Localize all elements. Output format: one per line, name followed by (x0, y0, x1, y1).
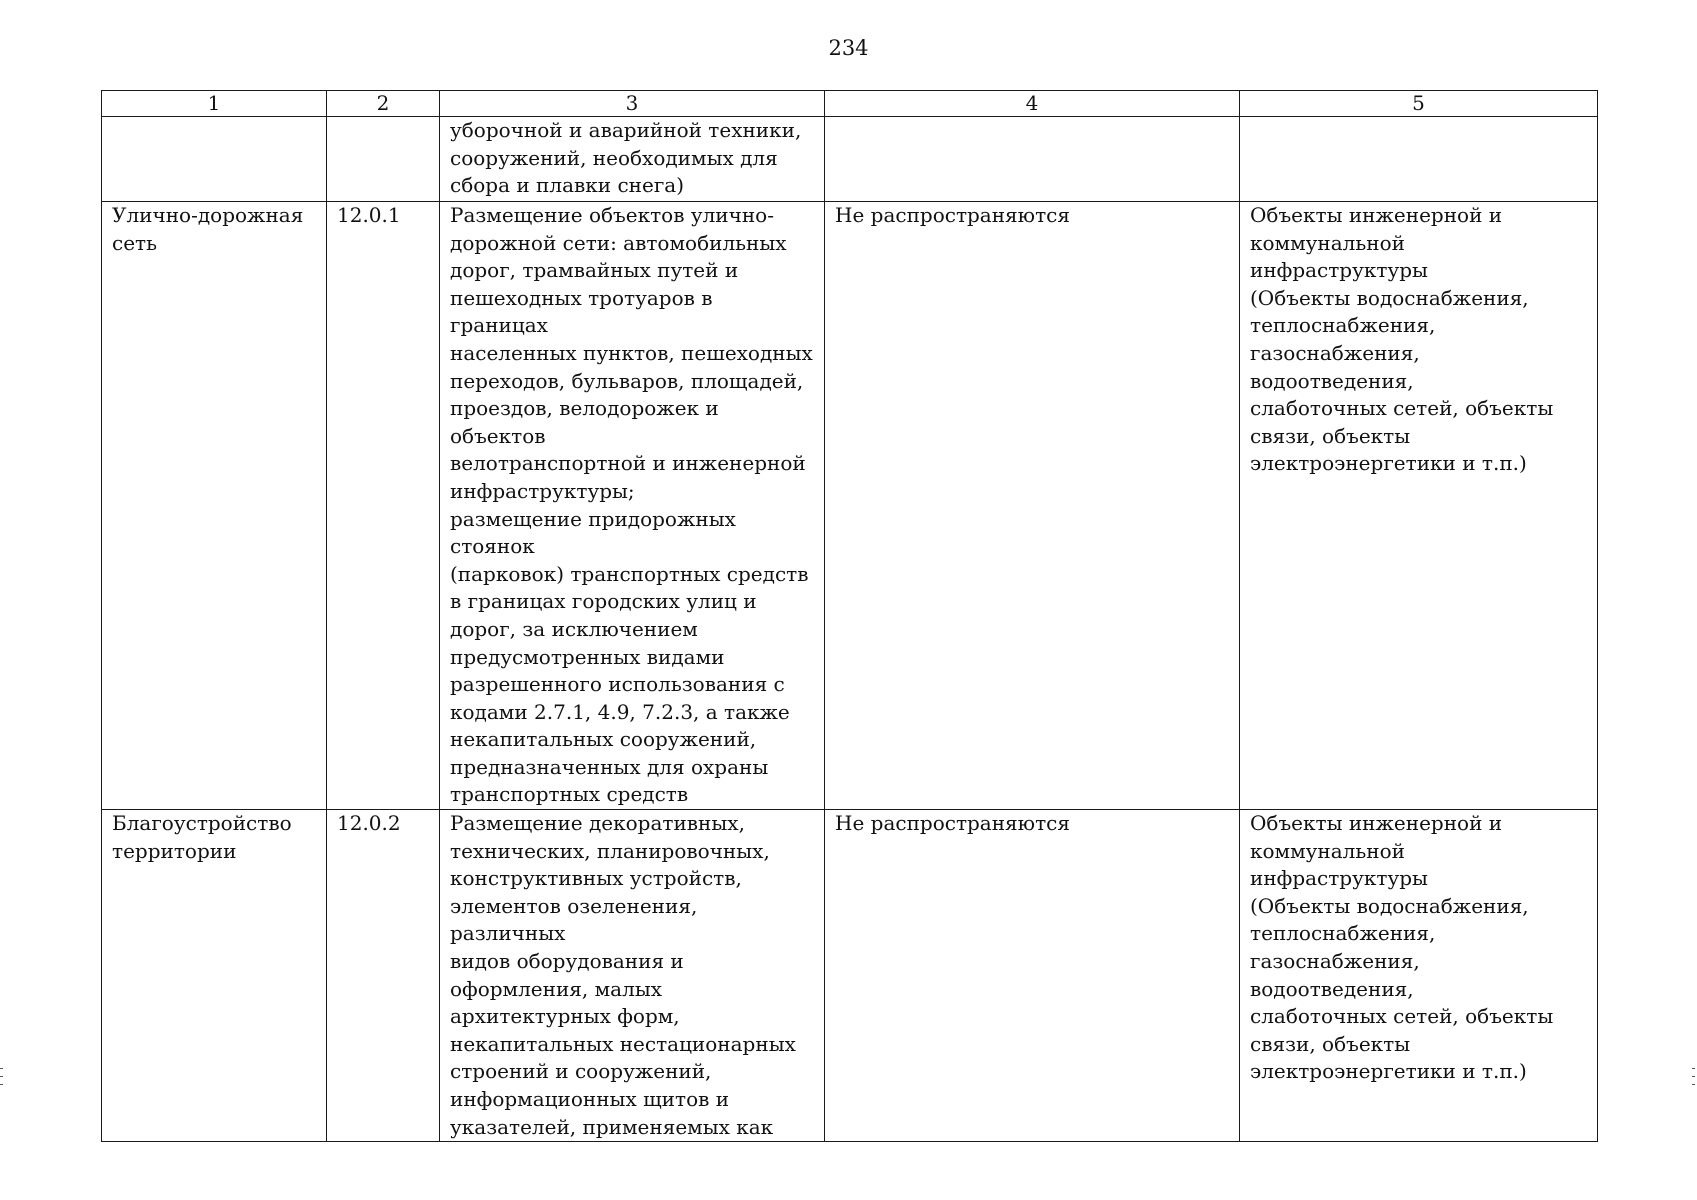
table-row (102, 117, 1598, 202)
use-description-cell: Размещение объектов улично- дорожной сети: автомобильных дорог, трамвайных путей и пешеходных тротуаров в границах населенных пунктов, пешеходных переходов, бульваров, площадей, проездов, велодорожек и объектов велотранспортной и инженерной инфраструктуры; размещение придорожных стоянок (парковок) транспортных средств в границах городских улиц и дорог, за исключением предусмотренных видами разрешенного использования с кодами 2.7.1, 4.9, 7.2.3, а также некапитальных сооружений, предназначенных для охраны транспортных средств (440, 202, 825, 810)
table-row (102, 810, 1598, 1142)
use-description-cell: уборочной и аварийной техники, сооружений, необходимых для сбора и плавки снега) (440, 117, 825, 202)
limits-cell (825, 117, 1240, 202)
use-name-cell: Улично-дорожная сеть (102, 202, 327, 810)
scan-edge-mark (1692, 1068, 1695, 1069)
use-name-cell (102, 117, 327, 202)
limits-cell: Не распространяются (825, 202, 1240, 810)
scan-edge-mark (1692, 1084, 1695, 1085)
column-header-4: 4 (825, 91, 1240, 117)
auxiliary-uses-cell (1240, 117, 1598, 202)
column-header-3: 3 (440, 91, 825, 117)
column-header-2: 2 (327, 91, 440, 117)
auxiliary-uses-cell: Объекты инженерной и коммунальной инфраструктуры (Объекты водоснабжения, теплоснабжения, газоснабжения, водоотведения, слаботочных сетей, объекты связи, объекты электроэнергетики и т.п.) (1240, 202, 1598, 810)
use-code-cell: 12.0.2 (327, 810, 440, 1142)
limits-cell: Не распространяются (825, 810, 1240, 1142)
table-row (102, 202, 1598, 810)
scan-edge-mark (0, 1068, 3, 1069)
column-header-5: 5 (1240, 91, 1598, 117)
regulations-table (101, 90, 1598, 1142)
column-header-1: 1 (102, 91, 327, 117)
page-number: 234 (828, 36, 869, 60)
header-row (102, 91, 1598, 117)
use-description-cell: Размещение декоративных, технических, планировочных, конструктивных устройств, элементов озеленения, различных видов оборудования и оформления, малых архитектурных форм, некапитальных нестационарных строений и сооружений, информационных щитов и указателей, применяемых как (440, 810, 825, 1142)
use-code-cell (327, 117, 440, 202)
use-code-cell: 12.0.1 (327, 202, 440, 810)
use-name-cell: Благоустройство территории (102, 810, 327, 1142)
auxiliary-uses-cell: Объекты инженерной и коммунальной инфраструктуры (Объекты водоснабжения, теплоснабжения, газоснабжения, водоотведения, слаботочных сетей, объекты связи, объекты электроэнергетики и т.п.) (1240, 810, 1598, 1142)
scan-edge-mark (0, 1084, 3, 1085)
scan-edge-mark (1692, 1076, 1695, 1077)
scan-edge-mark (0, 1076, 3, 1077)
